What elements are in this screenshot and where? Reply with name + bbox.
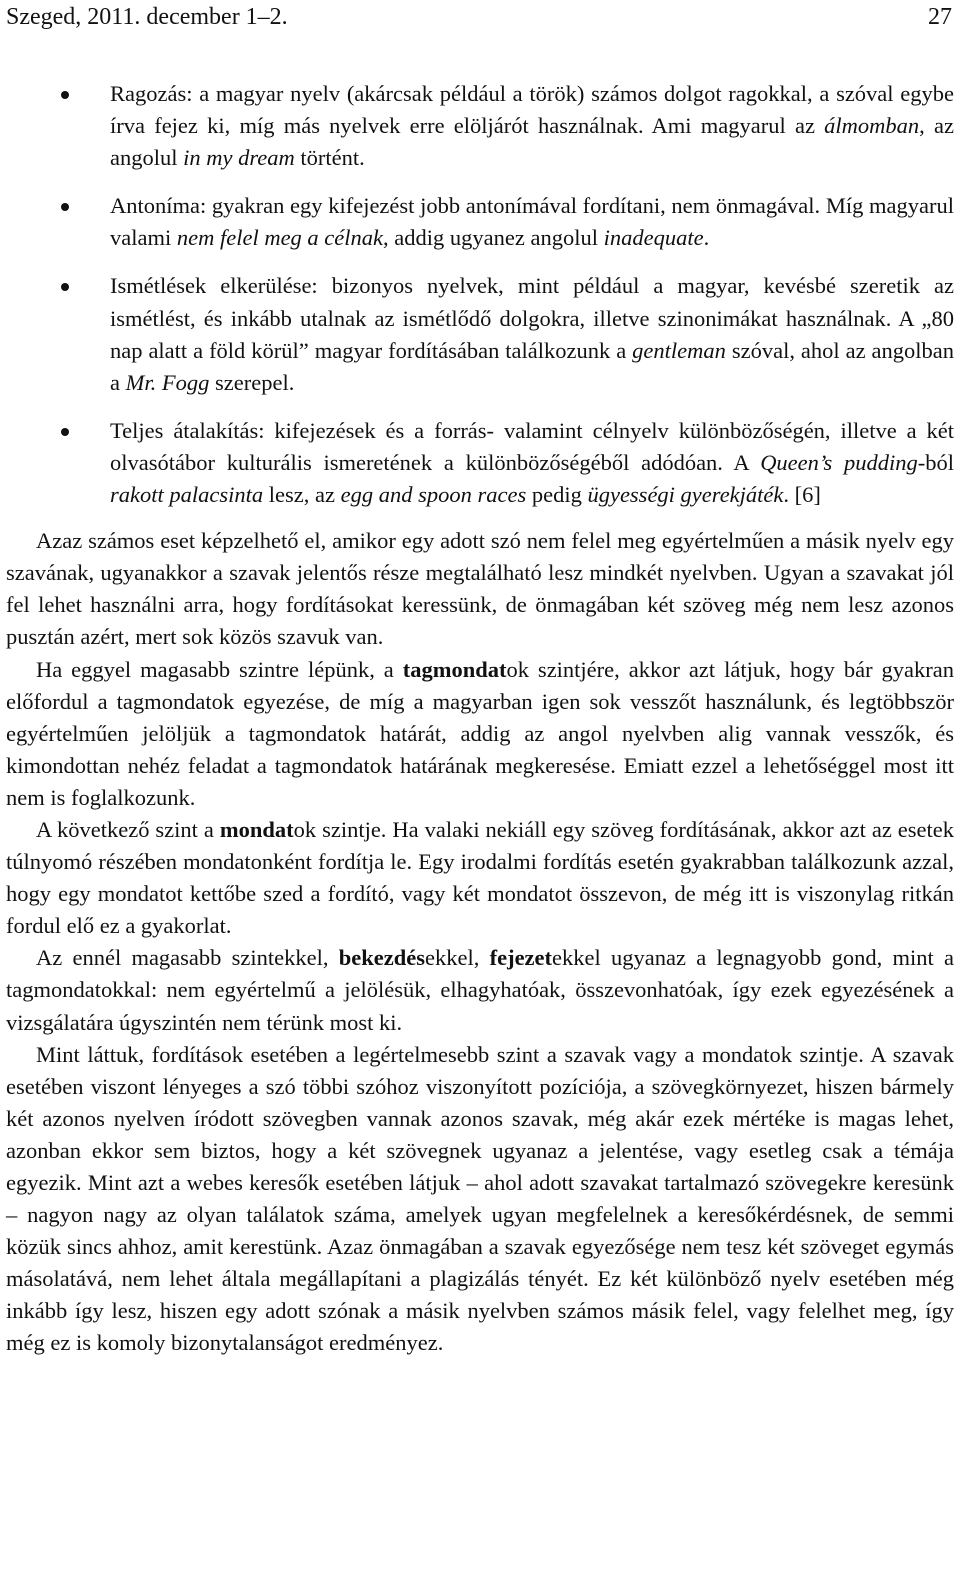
bullet-item-teljes-atalakitas xyxy=(6,415,954,511)
paragraph-text: ok szintjére, akkor azt látjuk, hogy bár gyakran előfordul a tagmondatok egyezése, de míg a magyarban igen sok vesszőt használunk, és legtöbbször egyértelműen jelöljük a tagmondatok határát, addig az angol nyelvben alig vannak vesszők, és kimondottan nehéz feladat a tagmondatok határának megkeresése. Emiatt ezzel a lehetőséggel most itt nem is foglalkozunk. xyxy=(6,656,954,810)
italic-term: Mr. Fogg xyxy=(125,369,210,395)
page-header xyxy=(6,2,952,32)
page-number: 27 xyxy=(928,4,952,30)
page-content xyxy=(6,78,954,1360)
paragraph-mondatok xyxy=(6,814,954,942)
bullet-text: . [6] xyxy=(783,482,821,508)
paragraph-osszegzes: Mint láttuk, fordítások esetében a legértelmesebb szint a szavak vagy a mondatok szintje. A szavak esetében viszont lényeges a szó többi szóhoz viszonyított pozíciója, a szövegkörnyezet, hiszen bármely két azonos nyelven íródott szövegben vannak azonos szavak, még akár ezek mértéke is magas lehet, azonban ekkor sem biztos, hogy a két szövegnek ugyanaz a jelentése, vagy esetleg csak a témája egyezik. Mint azt a webes keresők esetében látjuk – ahol adott szavakat tartalmazó szövegekre keresünk – nagyon nagy az olyan találatok száma, amelyek ugyan megfelelnek a keresőkérdésnek, de semmi közük sincs ahhoz, amit kerestünk. Azaz önmagában a szavak egyezősége nem tesz két szöveget egymás másolatává, nem lehet általa megállapítani a plagizálás tényét. Ez két különböző nyelv esetében még inkább így lesz, hiszen egy adott szónak a másik nyelvben számos másik felel, vagy felelhet meg, így még ez is komoly bizonytalanságot eredményez. xyxy=(6,1041,954,1356)
bullet-icon xyxy=(61,91,69,99)
bullet-item-ismetlesek xyxy=(6,270,954,398)
bullet-icon xyxy=(61,428,69,436)
paragraph-tagmondatok xyxy=(6,654,954,814)
italic-term: inadequate xyxy=(603,225,704,251)
bullet-text: pedig xyxy=(526,482,588,508)
bullet-text: Teljes átalakítás: kifejezések és a forrás- valamint célnyelv különbözőségén, illetve a két olvasótábor kulturális ismeretének a különbözőségéből adódóan. A xyxy=(110,417,954,475)
bold-term: tagmondat xyxy=(402,656,507,682)
bullet-text: történt. xyxy=(294,145,365,171)
paragraph-text: ok szintje. Ha valaki nekiáll egy szöveg fordításának, akkor azt az esetek túlnyomó részében mondatonként fordítja le. Egy irodalmi fordítás esetén gyakrabban találkozunk azzal, hogy egy mondatot kettőbe szed a fordító, vagy két mondatot összevon, de még itt is viszonylag ritkán fordul elő ez a gyakorlat. xyxy=(6,816,955,939)
italic-term: in my dream xyxy=(183,145,295,171)
bold-term: bekezdés xyxy=(338,945,425,971)
paragraph-text: ekkel, xyxy=(425,945,490,971)
bullet-text: . xyxy=(703,225,710,251)
paragraph-text: Ha eggyel magasabb szintre lépünk, a xyxy=(36,656,403,682)
bullet-text: Ragozás: a magyar nyelv (akárcsak például a török) számos dolgot ragokkal, a szóval egybe írva fejez ki, míg más nyelvek erre elöljárót használnak. Ami magyarul az xyxy=(110,81,954,139)
bullet-item-ragozas xyxy=(6,78,954,174)
bullet-icon xyxy=(61,203,69,211)
bullet-text: szerepel. xyxy=(209,369,295,395)
paragraph-bekezdesek xyxy=(6,942,954,1038)
italic-term: rakott palacsinta xyxy=(110,482,264,508)
bold-term: mondat xyxy=(219,816,294,842)
italic-term: egg and spoon races xyxy=(340,482,527,508)
paragraph-szamos-eset: Azaz számos eset képzelhető el, amikor egy adott szó nem felel meg egyértelműen a másik nyelv egy szavának, ugyanakkor a szavak jelentős része megtalálható lesz mindkét nyelvben. Ugyan a szavakat jól fel lehet használni arra, hogy fordításokat keressünk, de önmagában két szöveg még nem lesz azonos pusztán azért, mert sok közös szavuk van. xyxy=(6,528,954,650)
italic-term: nem felel meg a célnak xyxy=(176,225,384,251)
bullet-text: -ból xyxy=(917,449,955,475)
header-conference-date: Szeged, 2011. december 1–2. xyxy=(6,4,288,30)
paragraph-text: Az ennél magasabb szintekkel, xyxy=(36,945,339,971)
italic-term: gentleman xyxy=(632,337,726,363)
paragraph-text: A következő szint a xyxy=(36,816,220,842)
italic-term: álmomban xyxy=(824,113,920,139)
paragraph-text: ekkel ugyanaz a legnagyobb gond, mint a tagmondatokkal: nem egyértelmű a jelölésük, elhagyhatóak, összevonhatóak, így ezek egyezésének a vizsgálatára úgyszintén nem térünk most ki. xyxy=(6,945,954,1035)
bullet-text: Ismétlések elkerülése: bizonyos nyelvek, mint például a magyar, kevésbé szeretik az ismétlést, és inkább utalnak az ismétlődő dolgokra, illetve szinonimákat használnak. A „80 nap alatt a föld körül” magyar fordításában találkozunk a xyxy=(110,273,954,363)
bullet-text: , az angolul xyxy=(110,113,954,171)
bullet-text: szóval, ahol az angolban a xyxy=(110,337,955,395)
bullet-list xyxy=(6,78,954,511)
bullet-item-antonima xyxy=(6,190,954,254)
bullet-text: , addig ugyanez angolul xyxy=(383,225,604,251)
bold-term: fejezet xyxy=(489,945,553,971)
bullet-text: lesz, az xyxy=(263,482,341,508)
italic-term: Queen’s pudding xyxy=(760,449,918,475)
bullet-icon xyxy=(61,283,69,291)
italic-term: ügyességi gyerekjáték xyxy=(587,482,784,508)
bullet-text: Antoníma: gyakran egy kifejezést jobb antonímával fordítani, nem önmagával. Míg magyarul valami xyxy=(110,193,954,251)
